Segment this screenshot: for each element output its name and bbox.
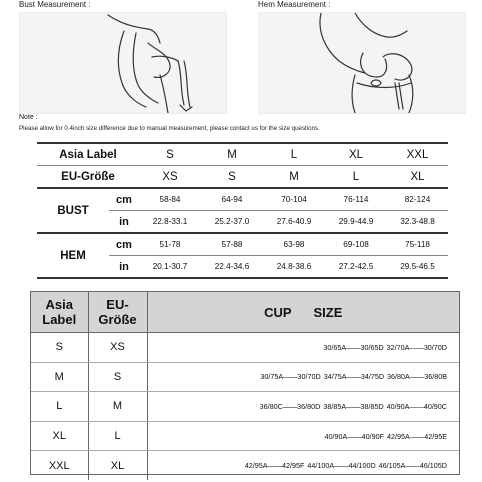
cup-eu-label-header	[88, 292, 147, 333]
asia-size-cell: XXL	[387, 143, 448, 166]
hem-in-unit: in	[109, 256, 139, 279]
hem-in-cell: 27.2-42.5	[325, 256, 387, 279]
hem-cm-cell: 69-108	[325, 233, 387, 256]
bust-in-cell: 29.9-44.9	[325, 211, 387, 234]
hem-in-cell: 24.8-38.6	[263, 256, 325, 279]
bust-cm-cell: 76-114	[325, 188, 387, 211]
cup-row-eu: S	[88, 362, 147, 392]
hem-measurement-illustration	[258, 12, 466, 114]
cup-row-sizes: 42/95A——42/95F 44/100A——44/100D 46/105A——46/105D	[244, 461, 447, 471]
cup-row-sizes: 36/80C——36/80D 38/85A——38/85D 40/90A——40/90C	[147, 392, 459, 422]
cup-table-row	[31, 421, 459, 451]
cup-row-asia: M	[31, 362, 88, 392]
cup-row-eu: M	[88, 392, 147, 422]
hem-cm-cell: 57-88	[201, 233, 263, 256]
cup-asia-label-line1: Asia	[45, 297, 73, 312]
eu-size-cell: S	[201, 166, 263, 189]
asia-size-cell: M	[201, 143, 263, 166]
asia-label-header: Asia Label	[37, 143, 139, 166]
bust-cm-cell: 64-94	[201, 188, 263, 211]
asia-size-cell: S	[139, 143, 201, 166]
eu-size-cell: XL	[387, 166, 448, 189]
cup-asia-label-line2: Label	[42, 312, 77, 327]
bust-cm-row	[37, 188, 448, 211]
bust-in-cell: 25.2-37.0	[201, 211, 263, 234]
bust-cm-unit: cm	[109, 188, 139, 211]
bust-measurement-label: Bust Measurement :	[19, 0, 91, 9]
asia-size-cell: XL	[325, 143, 387, 166]
hem-cm-cell: 75-118	[387, 233, 448, 256]
cup-table-row	[31, 333, 459, 363]
bust-cm-cell: 58-84	[139, 188, 201, 211]
cup-size-header	[147, 292, 459, 333]
cup-row-eu: XL	[88, 451, 147, 480]
eu-size-cell: XS	[139, 166, 201, 189]
cup-row-asia: XXL	[31, 451, 88, 480]
cup-row-sizes: 30/65A——30/65D 32/70A——30/70D	[147, 333, 459, 363]
hem-label: HEM	[37, 233, 109, 278]
cup-table-row	[31, 362, 459, 392]
cup-row-asia: XL	[31, 421, 88, 451]
hem-cm-row	[37, 233, 448, 256]
cup-row-asia: S	[31, 333, 88, 363]
cup-table-row	[31, 451, 459, 480]
cup-row-eu: XS	[88, 333, 147, 363]
cup-table-row	[31, 392, 459, 422]
bust-measurement-illustration	[19, 12, 227, 114]
cup-size-table	[30, 291, 460, 475]
cup-eu-label-line1: EU-	[106, 297, 129, 312]
bust-label: BUST	[37, 188, 109, 233]
eu-label-header: EU-Größe	[37, 166, 139, 189]
cup-asia-label-header	[31, 292, 88, 333]
size-header-word: SIZE	[313, 304, 343, 320]
note-title: Note :	[19, 114, 38, 121]
bust-in-cell: 32.3-48.8	[387, 211, 448, 234]
hem-cm-unit: cm	[109, 233, 139, 256]
bust-in-cell: 22.8-33.1	[139, 211, 201, 234]
asia-size-cell: L	[263, 143, 325, 166]
cup-row-asia: L	[31, 392, 88, 422]
cup-eu-label-line2: Größe	[98, 312, 137, 327]
bust-cm-cell: 70-104	[263, 188, 325, 211]
bust-cm-cell: 82-124	[387, 188, 448, 211]
eu-size-cell: L	[325, 166, 387, 189]
size-table	[37, 142, 448, 279]
cup-row-sizes: 40/90A——40/90F 42/95A——42/95E	[147, 421, 459, 451]
hem-measurement-label: Hem Measurement :	[258, 0, 331, 9]
hem-cm-cell: 51-78	[139, 233, 201, 256]
cup-table-header	[31, 292, 459, 333]
hem-in-cell: 29.5-46.5	[387, 256, 448, 279]
asia-label-row	[37, 143, 448, 166]
cup-row-sizes: 30/75A——30/70D 34/75A——34/75D 36/80A——36/80B	[147, 362, 459, 392]
cup-header-word: CUP	[264, 304, 292, 320]
eu-size-cell: M	[263, 166, 325, 189]
hem-in-cell: 20.1-30.7	[139, 256, 201, 279]
hem-in-cell: 22.4-34.6	[201, 256, 263, 279]
note-text: Please allow for 0.4inch size difference due to manual measurement, please contact us for the size questions.	[19, 125, 320, 132]
hem-cm-cell: 63-98	[263, 233, 325, 256]
cup-row-eu: L	[88, 421, 147, 451]
eu-size-row	[37, 166, 448, 189]
bust-in-cell: 27.6-40.9	[263, 211, 325, 234]
bust-in-unit: in	[109, 211, 139, 234]
